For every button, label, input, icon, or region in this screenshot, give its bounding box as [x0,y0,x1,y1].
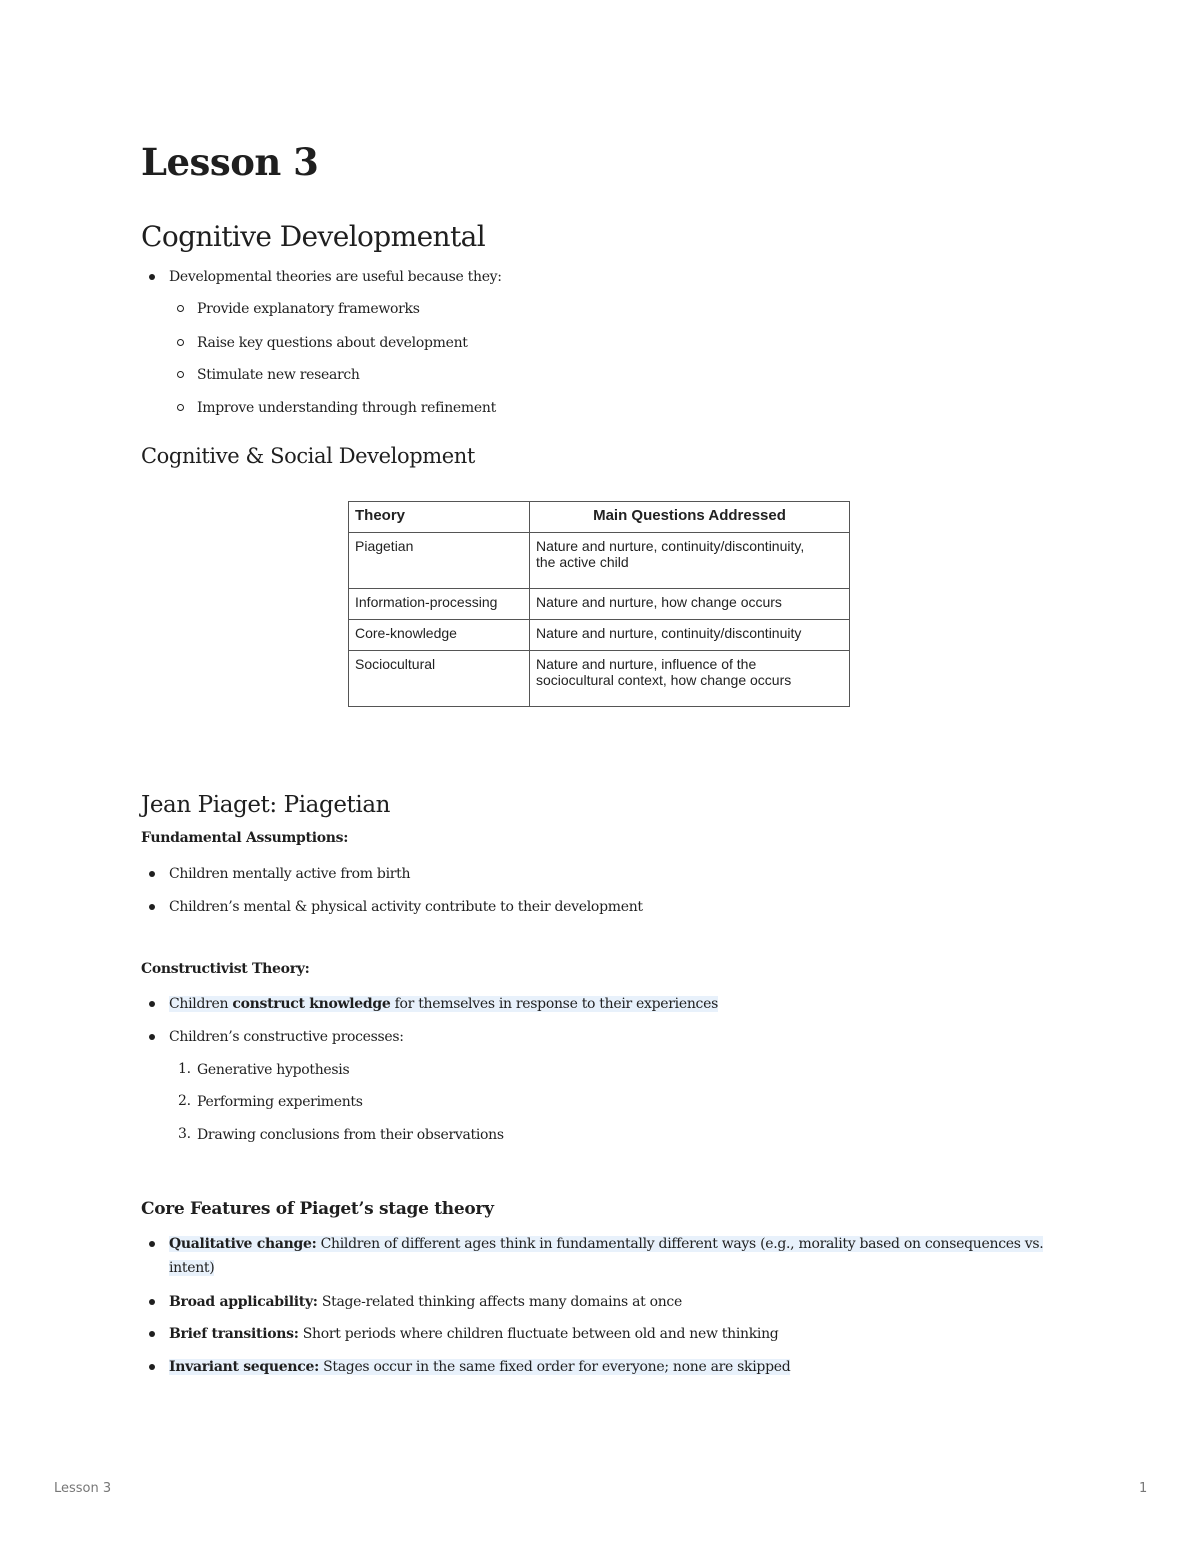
list-number: 1. [178,1061,191,1077]
circle-bullet-icon [177,404,184,411]
list-item: Provide explanatory frameworks [197,301,420,317]
bullet-icon [149,904,155,910]
heading-cognitive-developmental: Cognitive Developmental [141,220,486,253]
table-row [349,533,850,589]
bold-term: Broad applicability: [169,1294,318,1310]
list-item-continued [169,1256,214,1280]
table-cell: Sociocultural [349,651,530,707]
list-item [169,1290,682,1314]
list-item [169,992,718,1016]
bold-term: Qualitative change: [169,1236,317,1252]
table-row [349,620,850,651]
list-number: 3. [178,1126,191,1142]
text: for themselves in response to their experiences [390,996,718,1012]
text: Stages occur in the same fixed order for everyone; none are skipped [318,1359,791,1375]
highlighted-text [169,1359,790,1375]
page-number: 1 [1139,1481,1148,1496]
list-item: Developmental theories are useful because they: [169,269,502,285]
table-cell: Nature and nurture, continuity/discontinuity [530,620,850,651]
table-header: Theory [349,502,530,533]
list-item: Generative hypothesis [197,1062,350,1078]
list-item: Performing experiments [197,1094,363,1110]
circle-bullet-icon [177,371,184,378]
table-cell: Nature and nurture, how change occurs [530,589,850,620]
list-item: Children’s constructive processes: [169,1029,404,1045]
list-item [169,1355,790,1379]
list-item: Raise key questions about development [197,335,468,351]
heading-core-features: Core Features of Piaget’s stage theory [141,1199,494,1219]
table-cell: Information-processing [349,589,530,620]
table-cell: Piagetian [349,533,530,589]
highlighted-text: intent) [169,1260,215,1276]
table-cell [530,651,850,707]
text: Stage-related thinking affects many domains at once [317,1294,682,1310]
bullet-icon [149,274,155,280]
label-constructivist-theory: Constructivist Theory: [141,961,310,977]
cell-line: sociocultural context, how change occurs [536,672,792,688]
text: Children [169,996,233,1012]
list-item: Children’s mental & physical activity contribute to their development [169,899,643,915]
list-item: Improve understanding through refinement [197,400,496,416]
footer-title: Lesson 3 [54,1481,112,1496]
circle-bullet-icon [177,339,184,346]
bold-term: construct knowledge [232,996,391,1012]
bullet-icon [149,1364,155,1370]
bullet-icon [149,1241,155,1247]
label-fundamental-assumptions: Fundamental Assumptions: [141,830,349,846]
circle-bullet-icon [177,305,184,312]
theory-table [348,501,850,707]
bullet-icon [149,1331,155,1337]
bullet-icon [149,1299,155,1305]
list-item: Drawing conclusions from their observations [197,1127,504,1143]
list-number: 2. [178,1093,191,1109]
cell-line: Nature and nurture, continuity/discontinuity, [536,538,805,554]
heading-cognitive-social-development: Cognitive & Social Development [141,444,475,468]
heading-jean-piaget: Jean Piaget: Piagetian [141,792,391,818]
list-item [169,1232,1043,1256]
page-title: Lesson 3 [141,140,319,184]
highlighted-text [169,996,718,1012]
cell-line: the active child [536,554,629,570]
highlighted-text [169,1236,1043,1252]
table-row [349,651,850,707]
text: Short periods where children fluctuate between old and new thinking [298,1326,779,1342]
table-cell: Core-knowledge [349,620,530,651]
table-row [349,589,850,620]
cell-line: Nature and nurture, influence of the [536,656,757,672]
bold-term: Invariant sequence: [169,1359,319,1375]
text: Children of different ages think in fundamentally different ways (e.g., morality based on consequences vs. [316,1236,1044,1252]
table-header: Main Questions Addressed [530,502,850,533]
bullet-icon [149,1001,155,1007]
bullet-icon [149,871,155,877]
list-item: Stimulate new research [197,367,360,383]
bullet-icon [149,1034,155,1040]
bold-term: Brief transitions: [169,1326,299,1342]
list-item: Children mentally active from birth [169,866,411,882]
list-item [169,1322,778,1346]
table-cell [530,533,850,589]
